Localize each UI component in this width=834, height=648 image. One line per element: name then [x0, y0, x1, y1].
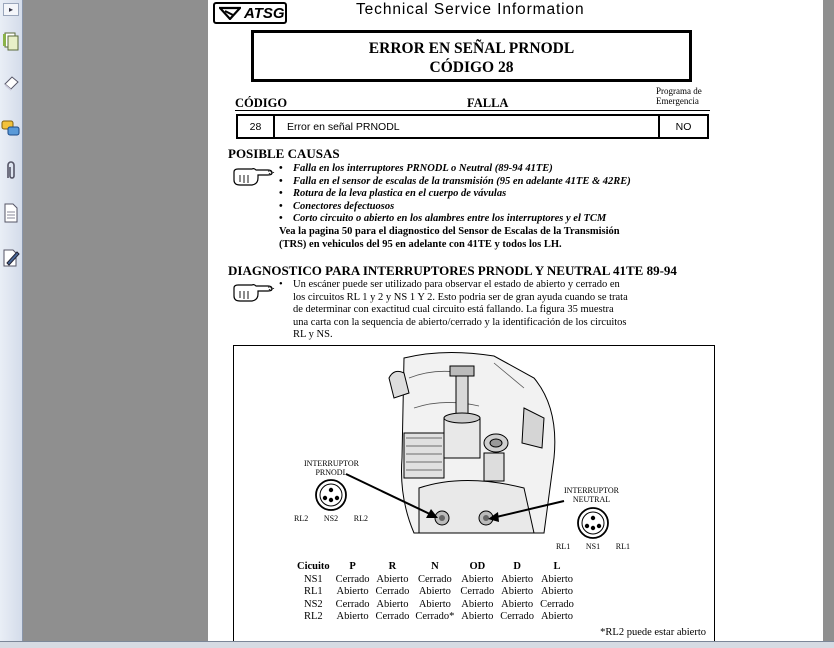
table-cell: RL2: [304, 611, 323, 622]
emergency-cell: NO: [675, 120, 692, 133]
prnodl-pins: [294, 514, 368, 523]
column-header-fault: FALLA: [467, 96, 509, 110]
table-cell: Abierto: [336, 586, 369, 597]
viewer-gutter: [23, 0, 208, 648]
pages-icon[interactable]: [1, 30, 21, 52]
column-header-emergency: [656, 86, 702, 106]
prnodl-connector-icon: [314, 478, 348, 512]
table-cell: Abierto: [376, 598, 409, 610]
logo-text: ATSG: [244, 4, 285, 22]
note-line: (TRS) en vehiculos del 95 en adelante con 41TE y todos los LH.: [279, 238, 562, 250]
header-title: Technical Service Information: [356, 1, 585, 18]
cause-item: • Falla en el sensor de escalas de la transmisión (95 en adelante 41TE & 42RE): [279, 176, 631, 189]
cause-item: • Conectores defectuosos: [279, 201, 631, 214]
cause-item: • Rotura de la leva plastica en el cuerpo de vávulas: [279, 188, 631, 201]
comments-icon[interactable]: [1, 118, 21, 140]
document-icon[interactable]: [1, 202, 21, 224]
neutral-connector-icon: [576, 506, 610, 540]
table-cell: Abierto: [501, 586, 534, 597]
pin-label: RL2: [294, 514, 309, 523]
emergency-label-1: Programa de: [656, 86, 702, 96]
prnodl-label-1: INTERRUPTOR: [304, 459, 359, 468]
title-box: [251, 30, 692, 82]
table-cell: Cerrado: [335, 573, 370, 585]
figure-footnote: *RL2 puede estar abierto: [600, 627, 706, 638]
table-cell: Abierto: [461, 611, 494, 622]
table-cell: Cerrado: [375, 611, 410, 622]
emergency-label-2: Emergencia: [656, 96, 699, 106]
pointing-hand-icon: [232, 166, 276, 188]
diag-line: Un escáner puede ser utilizado para observar el estado de abierto y cerrado en: [293, 279, 620, 290]
trs-note: [279, 226, 620, 251]
logo-mark-icon: [219, 6, 241, 20]
table-header-cell: L: [553, 561, 561, 572]
pin-label: NS1: [585, 542, 601, 551]
table-cell: Cerrado: [500, 611, 535, 622]
table-cell: Cerrado: [460, 586, 495, 597]
diag-line: los circuitos RL 1 y 2 y NS 1 Y 2. Esto podria ser de gran ayuda cuando se trata: [293, 291, 628, 303]
table-row: [294, 599, 577, 612]
causes-list: [279, 163, 631, 226]
table-row: [294, 574, 577, 587]
table-cell: RL1: [304, 586, 323, 597]
table-cell: Cerrado: [335, 598, 370, 610]
prnodl-label-2: PRNODL: [315, 468, 348, 477]
neutral-switch-label: [564, 486, 619, 504]
code-cell: 28: [238, 116, 275, 137]
neutral-label-2: NEUTRAL: [572, 495, 611, 504]
diagnostic-heading: DIAGNOSTICO PARA INTERRUPTORES PRNODL Y NEUTRAL 41TE 89-94: [228, 263, 677, 278]
diag-line: una carta con la sequencia de abierto/cerrado y la identificación de los circuitos: [293, 316, 627, 328]
cause-item: • Corto circuito o abierto en los alambres entre los interruptores y el TCM: [279, 213, 631, 226]
column-header-code: CÓDIGO: [235, 96, 288, 110]
viewer-gutter-right: [823, 0, 834, 648]
table-cell: Cerrado*: [415, 611, 455, 622]
cause-item: • Falla en los interruptores PRNODL o Neutral (89-94 41TE): [279, 163, 631, 176]
table-cell: Abierto: [461, 573, 494, 585]
table-cell: Abierto: [461, 598, 494, 610]
atsg-logo: [213, 2, 287, 24]
table-cell: Cerrado: [540, 598, 574, 610]
table-cell: Cerrado: [375, 586, 410, 597]
table-cell: Abierto: [501, 573, 534, 585]
fault-cell: Error en señal PRNODL: [275, 116, 660, 137]
table-cell: Abierto: [540, 611, 574, 622]
table-row: [294, 586, 577, 599]
circuit-state-table: [294, 561, 577, 624]
table-header-cell: N: [431, 561, 439, 572]
header-rule: [235, 110, 710, 111]
table-header-row: [294, 561, 577, 574]
title-line-1: ERROR EN SEÑAL PRNODL: [368, 40, 575, 57]
table-cell: Abierto: [501, 598, 534, 610]
pointing-hand-icon: [232, 282, 276, 304]
note-line: Vea la pagina 50 para el diagnostico del Sensor de Escalas de la Transmisión: [279, 226, 620, 237]
expand-panel-button[interactable]: ▸: [3, 3, 19, 16]
navigation-toolbar: [0, 0, 23, 648]
table-cell: Abierto: [418, 598, 451, 610]
diag-line: de determinar con exactitud cual circuito está fallando. La figura 35 muestra: [293, 304, 614, 315]
table-cell: NS2: [303, 598, 323, 610]
table-header-cell: OD: [469, 561, 486, 572]
diagnostic-paragraph: • Un escáner puede ser utilizado para observar el estado de abierto y cerrado en los circuitos RL 1 y 2 y NS 1 Y 2. Esto podria ser de gran ayuda cuando se trata de determinar con exactitud cual circuito está fallando. La figura 35 muestra una carta con la sequencia de abierto/cerrado y la identificación de los circuitos RL y NS.: [279, 279, 628, 340]
table-header-cell: P: [349, 561, 356, 572]
code-table-row: [236, 114, 709, 139]
table-header-cell: Cicuito: [297, 561, 330, 572]
neutral-pins: [556, 542, 630, 551]
table-cell: Abierto: [540, 586, 574, 597]
pin-label: RL1: [615, 542, 630, 551]
table-cell: Abierto: [418, 586, 451, 597]
signature-icon[interactable]: [1, 247, 21, 269]
diag-line: RL y NS.: [293, 329, 333, 340]
table-cell: Abierto: [336, 611, 369, 622]
status-strip: [0, 641, 834, 648]
figure-box: [233, 345, 715, 645]
table-cell: Cerrado: [417, 573, 452, 585]
table-header-cell: R: [388, 561, 397, 572]
bookmark-icon[interactable]: [1, 73, 21, 95]
pin-label: NS2: [323, 514, 339, 523]
title-line-2: CÓDIGO 28: [429, 59, 514, 76]
pin-label: RL1: [556, 542, 571, 551]
prnodl-switch-label: [304, 459, 359, 477]
table-cell: Abierto: [376, 573, 409, 585]
document-page: [208, 0, 823, 648]
table-header-cell: D: [513, 561, 521, 572]
pin-label: RL2: [353, 514, 368, 523]
neutral-label-1: INTERRUPTOR: [564, 486, 619, 495]
causes-heading: POSIBLE CAUSAS: [228, 146, 340, 161]
attachments-icon[interactable]: [1, 160, 21, 182]
table-row: [294, 611, 577, 624]
table-cell: NS1: [303, 573, 323, 585]
table-cell: Abierto: [540, 573, 574, 585]
